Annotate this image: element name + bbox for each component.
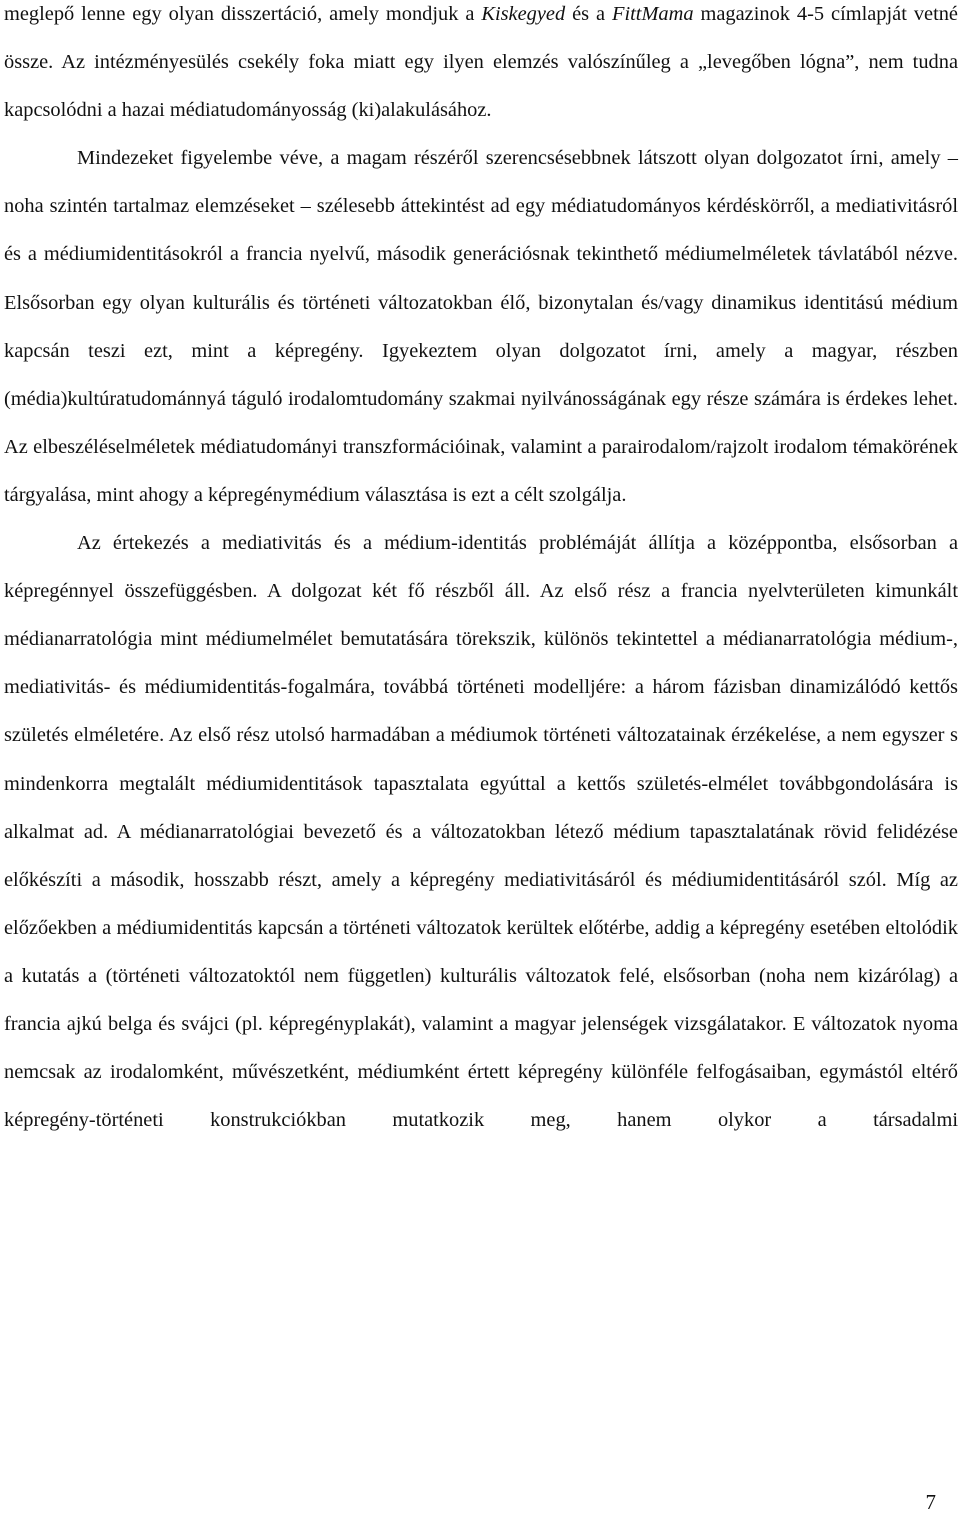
paragraph-text: meglepő lenne egy olyan disszertáció, amely mondjuk a bbox=[4, 3, 482, 25]
paragraph-dissertation-structure: Az értekezés a mediativitás és a médium-identitás problémáját állítja a középpontba, elsősorban a képregénnyel összefüggésben. A dolgozat két fő részből áll. Az első rész a francia nyelvterületen kimunkált médianarratológia mint médiumelmélet bemutatására törekszik, különös tekintettel a médianarratológia médium-, mediativitás- és médiumidentitás-fogalmára, továbbá történeti modelljére: a három fázisban dinamizálódó kettős születés elméletére. Az első rész utolsó harmadában a médiumok történeti változatainak érzékelése, a nem egyszer s mindenkorra megtalált médiumidentitások tapasztalata egyúttal a kettős születés-elmélet továbbgondolására is alkalmat ad. A médianarratológiai bevezető és a változatokban létező médium tapasztalatának rövid felidézése előkészíti a második, hosszabb részt, amely a képregény mediativitásáról és médiumidentitásáról szól. Míg az előzőekben a médiumidentitás kapcsán a történeti változatok kerültek előtérbe, addig a képregény esetében eltolódik a kutatás a (történeti változatoktól nem független) kulturális változatok felé, elsősorban (noha nem kizárólag) a francia ajkú belga és svájci (pl. képregényplakát), valamint a magyar jelenségek vizsgálatakor. E változatok nyoma nemcsak az irodalomként, művészetként, médiumként értett képregény különféle felfogásaiban, egymástól eltérő képregény-történeti konstrukciókban mutatkozik meg, hanem olykor a társadalmi bbox=[4, 532, 958, 1132]
page-number: 7 bbox=[925, 1490, 936, 1514]
body-text bbox=[4, 0, 958, 1144]
paragraph-intro-continuation bbox=[4, 0, 958, 134]
paragraph-text: magazinok 4-5 címlapját vetné össze. Az intézményesülés csekély foka miatt egy ilyen elemzés valószínűleg a „levegőben lógna”, nem tudna kapcsolódni a hazai médiatudományosság (ki)alakulásához. bbox=[4, 3, 958, 122]
magazine-title-kiskegyed: Kiskegyed bbox=[481, 3, 566, 25]
paragraph-rationale: Mindezeket figyelembe véve, a magam részéről szerencsésebbnek látszott olyan dolgozatot írni, amely – noha szintén tartalmaz elemzéseket – szélesebb áttekintést ad egy médiatudományos kérdéskörről, a mediativitásról és a médiumidentitásokról a francia nyelvű, második generációsnak tekinthető médiumelméletek távlatából nézve. Elsősorban egy olyan kulturális és történeti változatokban élő, bizonytalan és/vagy dinamikus identitású médium kapcsán teszi ezt, mint a képregény. Igyekeztem olyan dolgozatot írni, amely a magyar, részben (média)kultúratudománnyá táguló irodalomtudomány szakmai nyilvánosságának egy része számára is érdekes lehet. Az elbeszéléselméletek médiatudományi transzformációinak, valamint a parairodalom/rajzolt irodalom témakörének tárgyalása, mint ahogy a képregénymédium választása is ezt a célt szolgálja. bbox=[4, 147, 958, 506]
magazine-title-fittmama: FittMama bbox=[612, 3, 694, 25]
paragraph-text: és a bbox=[565, 3, 612, 25]
